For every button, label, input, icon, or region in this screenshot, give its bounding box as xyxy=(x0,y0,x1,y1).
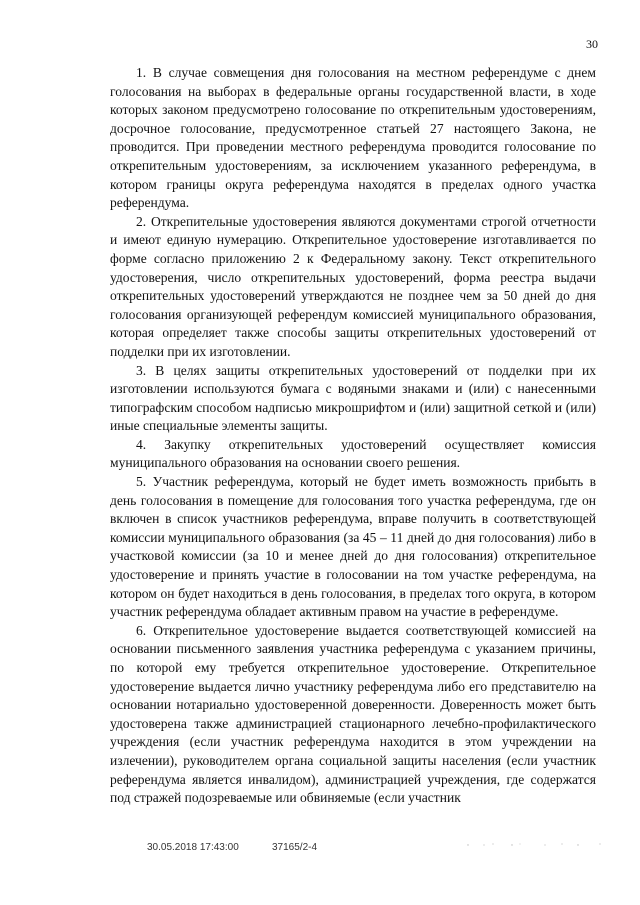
paragraph-4: 4. Закупку открепительных удостоверений осуществляет комиссия муниципального образования на основании своего решения. xyxy=(110,436,596,471)
scan-artifact xyxy=(460,838,620,850)
paragraph-2: 2. Открепительные удостоверения являются документами строгой отчетности и имеют единую нумерацию. Открепительное удостоверение изготавливается по форме согласно приложению 2 к Федеральному закону. Текст открепительного удостоверения, число открепительных удостоверений, форма реестра выдачи открепительных удостоверений утверждаются не позднее чем за 50 дней до дня голосования организующей референдум комиссией муниципального образования, которая определяет также способы защиты открепительных удостоверений от подделки при их изготовлении. xyxy=(110,213,596,359)
paragraph-3: 3. В целях защиты открепительных удостоверений от подделки при их изготовлении используются бумага с водяными знаками и (или) с нанесенными типографским способом надписью микрошрифтом и (или) защитной сеткой и (или) иные специальные элементы защиты. xyxy=(110,362,596,434)
paragraph-6: 6. Открепительное удостоверение выдается соответствующей комиссией на основании письменного заявления участника референдума с указанием причины, по которой ему требуется открепительное удостоверение. Открепительное удостоверение выдается лично участнику референдума либо его представителю на основании нотариально удостоверенной доверенности. Доверенность может быть удостоверена также администрацией стационарного лечебно-профилактического учреждения (если участник референдума находится в этом учреждении на излечении), руководителем органа социальной защиты населения (если участник референдума является инвалидом), администрацией учреждения, где содержатся под стражей подозреваемые или обвиняемые (если участник xyxy=(110,622,596,806)
page-number: 30 xyxy=(586,37,598,51)
footer-timestamp: 30.05.2018 17:43:00 xyxy=(147,842,239,853)
paragraph-5: 5. Участник референдума, который не будет иметь возможность прибыть в день голосования в помещение для голосования того участка референдума, где он включен в список участников референдума, вправе получить в соответствующей комиссии муниципального образования (за 45 – 11 дней до дня голосования) либо в участковой комиссии (за 10 и менее дней до дня голосования) открепительное удостоверение и принять участие в голосовании на том участке референдума, на котором он будет находиться в день голосования, в пределах того округа, в котором участник референдума обладает активным правом на участие в референдуме. xyxy=(110,474,596,620)
paragraph-1: 1. В случае совмещения дня голосования на местном референдуме с днем голосования на выборах в федеральные органы государственной власти, в ходе которых законом предусмотрено голосование по открепительным удостоверениям, досрочное голосование, предусмотренное статьей 27 настоящего Закона, не проводится. При проведении местного референдума проводится голосование по открепительным удостоверениям, за исключением указанного референдума, в котором границы округа референдума находятся в пределах одного участка референдума. xyxy=(110,65,596,211)
document-body xyxy=(110,64,596,808)
footer-doc-id: 37165/2-4 xyxy=(272,842,318,853)
